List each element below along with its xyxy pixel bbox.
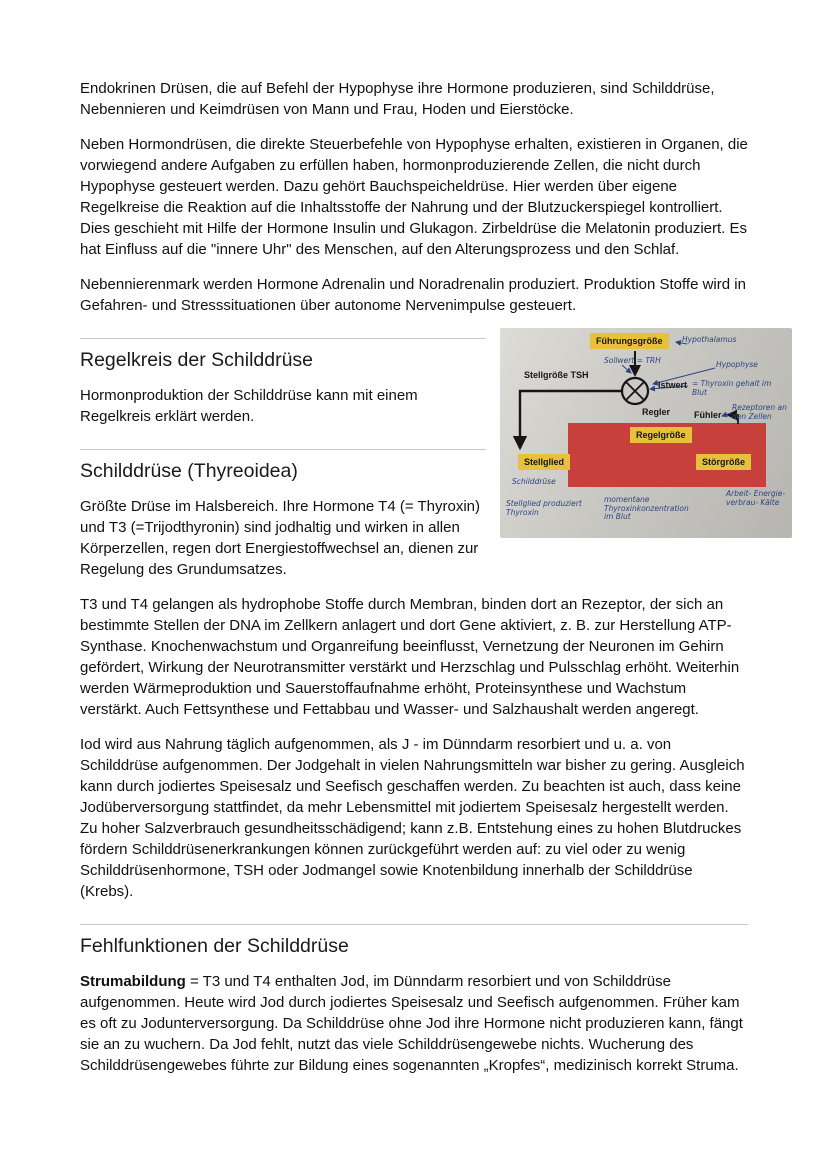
diagram-handwriting-hypophyse: Hypophyse bbox=[716, 360, 758, 369]
schilddruese-paragraph-2: T3 und T4 gelangen als hydrophobe Stoffe durch Membran, binden dort an Rezeptor, der sich an bestimmte Stellen der DNA im Zellkern anlagert und dort Gene aktiviert, z. B. zur Herstellung ATP-Synthase. Knochenwachstum und Organreifung beeinflusst, Vernetzung der Neuronen im Gehirn gefördert, Wirkung der Neurotransmitter verstärkt und Herzschlag und Pulsschlag erhöht. Weiterhin werden Wärmeproduktion und Sauerstoffaufnahme erhöht, Proteinsynthese und Wachstum verstärkt. Auch Fettsynthese und Fettabbau und Wasser- und Salzhaushalt werden angeregt. bbox=[80, 596, 740, 718]
strumabildung-text: = T3 und T4 enthalten Jod, im Dünndarm resorbiert und von Schilddrüse aufgenommen. Heute wird Jod durch jodiertes Speisesalz und Seefisch aufgenommen. Früher kam es oft zu Jodunterversorgung. Da Schilddrüse ohne Jod ihre Hormone nicht produzieren kann, fängt sie an zu wuchern. Da Jod fehlt, nutzt das viele Schilddrüsengewebe nichts. Wucherung des Schilddrüsengewebes führte zur Bildung eines sogenannten „Kropfes“, medizinisch korrekt Struma. bbox=[80, 973, 743, 1074]
diagram-box-fuehrungsgroesse: Führungsgröße bbox=[590, 333, 669, 349]
document-content bbox=[80, 78, 787, 1090]
section-with-diagram bbox=[80, 335, 787, 580]
diagram-handwriting-sollwert: Sollwert = TRH bbox=[604, 356, 661, 365]
section-heading-fehlfunktionen: Fehlfunktionen der Schilddrüse bbox=[80, 935, 349, 957]
regelkreis-diagram-photo bbox=[500, 328, 792, 538]
diagram-handwriting-momentane: momentane Thyroxinkonzentration im Blut bbox=[604, 495, 689, 521]
diagram-handwriting-istwert-value: = Thyroxin gehalt im Blut bbox=[692, 379, 772, 397]
intro-paragraph-1: Endokrinen Drüsen, die auf Befehl der Hypophyse ihre Hormone produzieren, sind Schilddrüse, Nebennieren und Keimdrüsen von Mann und Frau, Hoden und Eierstöcke. bbox=[80, 80, 715, 118]
strumabildung-paragraph bbox=[80, 971, 748, 1076]
section-heading-schilddruese: Schilddrüse (Thyreoidea) bbox=[80, 460, 298, 482]
diagram-handwriting-hypothalamus: Hypothalamus bbox=[682, 335, 737, 344]
strumabildung-lead: Strumabildung bbox=[80, 973, 186, 990]
intro-paragraph-3: Nebennierenmark werden Hormone Adrenalin und Noradrenalin produziert. Produktion Stoffe wird in Gefahren- und Stresssituationen über autonome Nervenimpulse gesteuert. bbox=[80, 276, 746, 314]
section-heading-regelkreis: Regelkreis der Schilddrüse bbox=[80, 349, 314, 371]
diagram-label-istwert: Istwert bbox=[658, 380, 688, 390]
section-divider bbox=[80, 924, 748, 925]
diagram-label-stellgroesse: Stellgröße TSH bbox=[524, 370, 589, 380]
diagram-handwriting-arbeit: Arbeit- Energie- verbrau- Kälte bbox=[726, 489, 786, 507]
schilddruese-paragraph-3: Iod wird aus Nahrung täglich aufgenommen, als J - im Dünndarm resorbiert und u. a. von Schilddrüse aufgenommen. Der Jodgehalt in vielen Nahrungsmitteln war bisher zu gering. Ausgleich kann durch jodiertes Speisesalz und Seefisch geschaffen werden. Zu beachten ist auch, dass keine Jodüberversorgung stattfindet, da mehr Lebensmittel mit jodiertem Speisesalz hergestellt werden. Zu hoher Salzverbrauch gesundheitsschädigend; kann z.B. Entstehung eines zu hohen Blutdruckes fördern Schilddrüsenerkrankungen können zurückgeführt werden auf: zu viel oder zu wenig Schilddrüsenhormone, TSH oder Jodmangel sowie Knotenbildung innerhalb der Schilddrüse (Krebs). bbox=[80, 736, 745, 900]
diagram-box-regelgroesse: Regelgröße bbox=[630, 427, 692, 443]
section-divider bbox=[80, 449, 486, 450]
diagram-handwriting-rezeptoren: Rezeptoren an den Zellen bbox=[732, 403, 787, 421]
regler-comparator-icon bbox=[622, 378, 648, 404]
section-divider bbox=[80, 338, 486, 339]
regelkreis-paragraph: Hormonproduktion der Schilddrüse kann mit einem Regelkreis erklärt werden. bbox=[80, 387, 418, 425]
schilddruese-paragraph-1: Größte Drüse im Halsbereich. Ihre Hormone T4 (= Thyroxin) und T3 (=Trijodthyronin) sind jodhaltig und wirken in allen Körperzellen, regen dort Energiestoffwechsel an, dienen zur Regelung des Grundumsatzes. bbox=[80, 498, 480, 578]
diagram-label-regler: Regler bbox=[642, 407, 671, 417]
diagram-label-fuehler: Fühler bbox=[694, 410, 722, 420]
diagram-handwriting-stellglied-produziert: Stellglied produziert Thyroxin bbox=[506, 499, 582, 517]
diagram-box-stoergroesse: Störgröße bbox=[696, 454, 751, 470]
intro-paragraph-2: Neben Hormondrüsen, die direkte Steuerbefehle von Hypophyse erhalten, existieren in Organen, die vorwiegend andere Aufgaben zu erfüllen haben, hormonproduzierende Zellen, die nicht durch Hypophyse gesteuert werden. Dazu gehört Bauchspeicheldrüse. Hier werden über eigene Regelkreise die Reaktion auf die Inhaltsstoffe der Nahrung und der Blutzuckerspiegel kontrolliert. Dies geschieht mit Hilfe der Hormone Insulin und Glukagon. Zirbeldrüse die Melatonin produziert. Es hat Einfluss auf die "innere Uhr" des Menschen, auf den Alterungsprozess und den Schlaf. bbox=[80, 136, 748, 258]
diagram-box-stellglied: Stellglied bbox=[518, 454, 570, 470]
diagram-handwriting-schilddruese: Schilddrüse bbox=[512, 477, 556, 486]
